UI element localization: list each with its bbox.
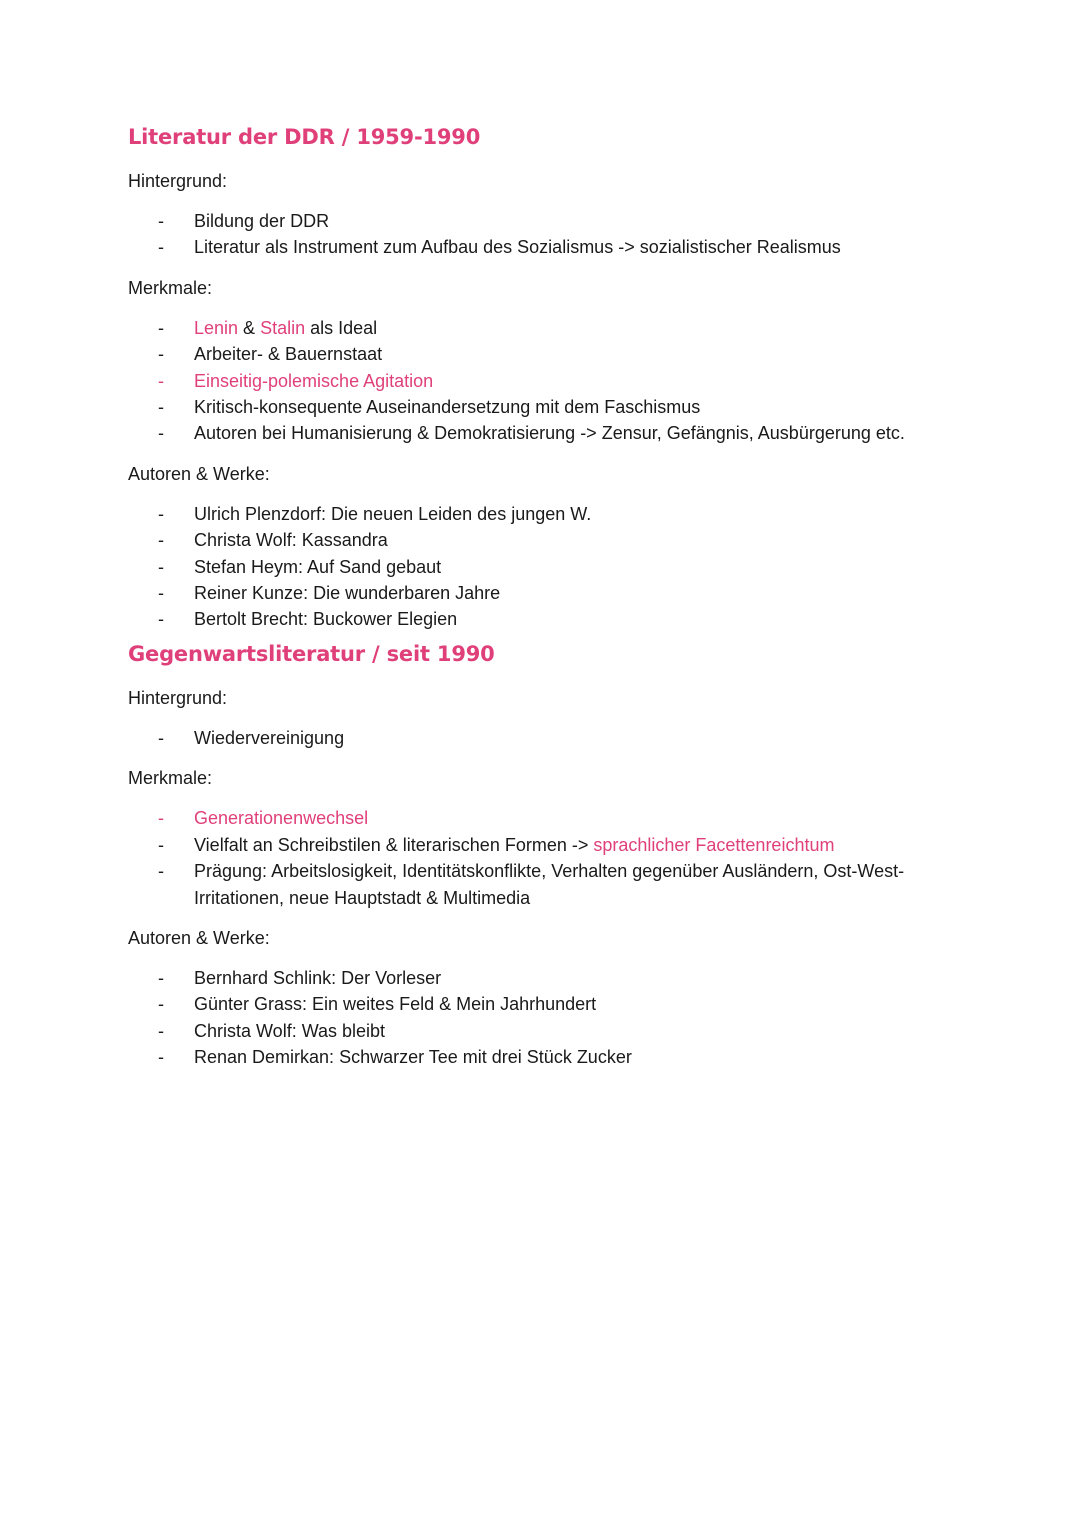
bullet-dash: - (158, 397, 164, 418)
list-item: - Autoren bei Humanisierung & Demokratisierung -> Zensur, Gefängnis, Ausbürgerung etc. (128, 420, 948, 446)
features-label: Merkmale: (128, 277, 213, 298)
list-item: - Christa Wolf: Kassandra (128, 527, 948, 553)
bullet-dash: - (158, 211, 164, 231)
bullet-dash: - (158, 808, 164, 829)
list-item: - Stefan Heym: Auf Sand gebaut (128, 554, 948, 580)
list-item: - Bernhard Schlink: Der Vorleser (128, 965, 948, 991)
bullet-dash: - (158, 861, 164, 882)
bullet-dash: - (158, 967, 164, 988)
bullet-dash: - (158, 370, 164, 391)
background-list (128, 725, 948, 751)
bullet-dash: - (158, 834, 164, 855)
bullet-dash: - (158, 530, 164, 551)
background-list (128, 208, 948, 261)
highlight-term: Lenin (194, 317, 239, 338)
list-item: - Wiedervereinigung (128, 725, 948, 751)
authors-list (128, 501, 948, 633)
list-item: - Bildung der DDR (128, 208, 948, 234)
features-list (128, 805, 948, 911)
bullet-dash: - (158, 994, 164, 1015)
authors-label: Autoren & Werke: (128, 463, 270, 484)
features-list (128, 315, 948, 447)
list-item: - Bertolt Brecht: Buckower Elegien (128, 606, 948, 632)
bullet-dash: - (158, 237, 164, 258)
list-item: - Literatur als Instrument zum Aufbau des Sozialismus -> sozialistischer Realismus (128, 234, 948, 260)
highlight-term: Einseitig-polemische Agitation (194, 370, 434, 391)
authors-label: Autoren & Werke: (128, 927, 270, 948)
list-item (128, 805, 948, 831)
bullet-dash: - (158, 727, 164, 748)
authors-list (128, 965, 948, 1071)
section-title-gegenwart: Gegenwartsliteratur / seit 1990 (128, 641, 495, 666)
list-item (128, 368, 948, 394)
background-label: Hintergrund: (128, 687, 228, 708)
document-content (128, 122, 948, 1071)
background-label: Hintergrund: (128, 171, 228, 191)
list-item: - Renan Demirkan: Schwarzer Tee mit drei Stück Zucker (128, 1044, 948, 1070)
list-item: - Prägung: Arbeitslosigkeit, Identitätskonflikte, Verhalten gegenüber Ausländern, Ost-West-Irritationen, neue Hauptstadt & Multimedia (128, 858, 948, 911)
list-item: - Reiner Kunze: Die wunderbaren Jahre (128, 580, 948, 606)
list-item: - Ulrich Plenzdorf: Die neuen Leiden des jungen W. (128, 501, 948, 527)
bullet-dash: - (158, 1020, 164, 1041)
bullet-dash: - (158, 1047, 164, 1068)
bullet-dash: - (158, 423, 164, 444)
bullet-dash: - (158, 609, 164, 630)
bullet-dash: - (158, 344, 164, 365)
list-item: - Vielfalt an Schreibstilen & literarischen Formen -> sprachlicher Facettenreichtum (128, 832, 948, 858)
list-item: - Arbeiter- & Bauernstaat (128, 341, 948, 367)
features-label: Merkmale: (128, 768, 213, 789)
bullet-dash: - (158, 556, 164, 577)
list-item: - Kritisch-konsequente Auseinandersetzung mit dem Faschismus (128, 394, 948, 420)
bullet-dash: - (158, 503, 164, 524)
list-item: - Christa Wolf: Was bleibt (128, 1018, 948, 1044)
bullet-dash: - (158, 583, 164, 604)
bullet-dash: - (158, 317, 164, 338)
list-item: - Lenin & Stalin als Ideal (128, 315, 948, 341)
section-title-ddr: Literatur der DDR / 1959-1990 (128, 125, 481, 149)
highlight-term: Stalin (260, 317, 306, 338)
highlight-term: sprachlicher Facettenreichtum (593, 834, 835, 855)
list-item: - Günter Grass: Ein weites Feld & Mein Jahrhundert (128, 991, 948, 1017)
highlight-term: Generationenwechsel (194, 808, 369, 829)
